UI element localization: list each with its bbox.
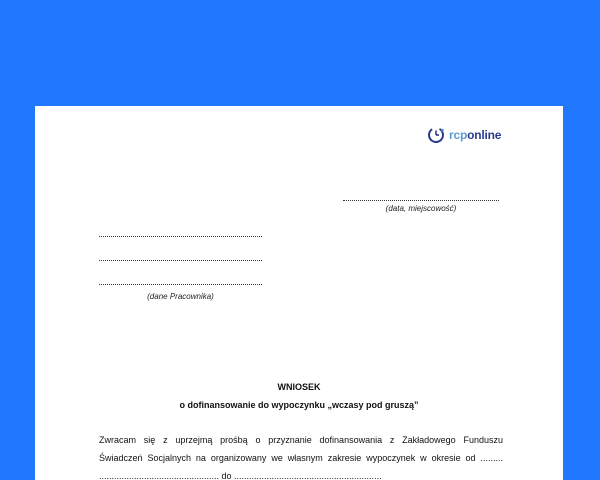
logo-text: rcponline [449, 128, 502, 142]
body-line-2: Świadczeń Socjalnych na organizowany we własnym zakresie wypoczynek w okresie od ......... [99, 453, 503, 463]
employee-dotted-line-3 [99, 284, 262, 285]
employee-dotted-line-2 [99, 260, 262, 261]
body-line-3: ................................................ do ........................................................... [99, 471, 382, 480]
date-place-caption: (data, miejscowość) [385, 204, 457, 213]
document-title: WNIOSEK [277, 382, 321, 392]
clock-logo-icon [427, 126, 445, 144]
employee-caption: (dane Pracownika) [147, 292, 214, 301]
rcponline-logo [427, 126, 501, 144]
employee-dotted-line-1 [99, 236, 262, 237]
body-line-1: Zwracam się z uprzejmą prośbą o przyznanie dofinansowania z Zakładowego Funduszu [99, 435, 503, 445]
date-place-dotted-line [343, 200, 499, 201]
document-subtitle: o dofinansowanie do wypoczynku „wczasy pod gruszą” [179, 400, 419, 410]
document-page [35, 106, 563, 480]
